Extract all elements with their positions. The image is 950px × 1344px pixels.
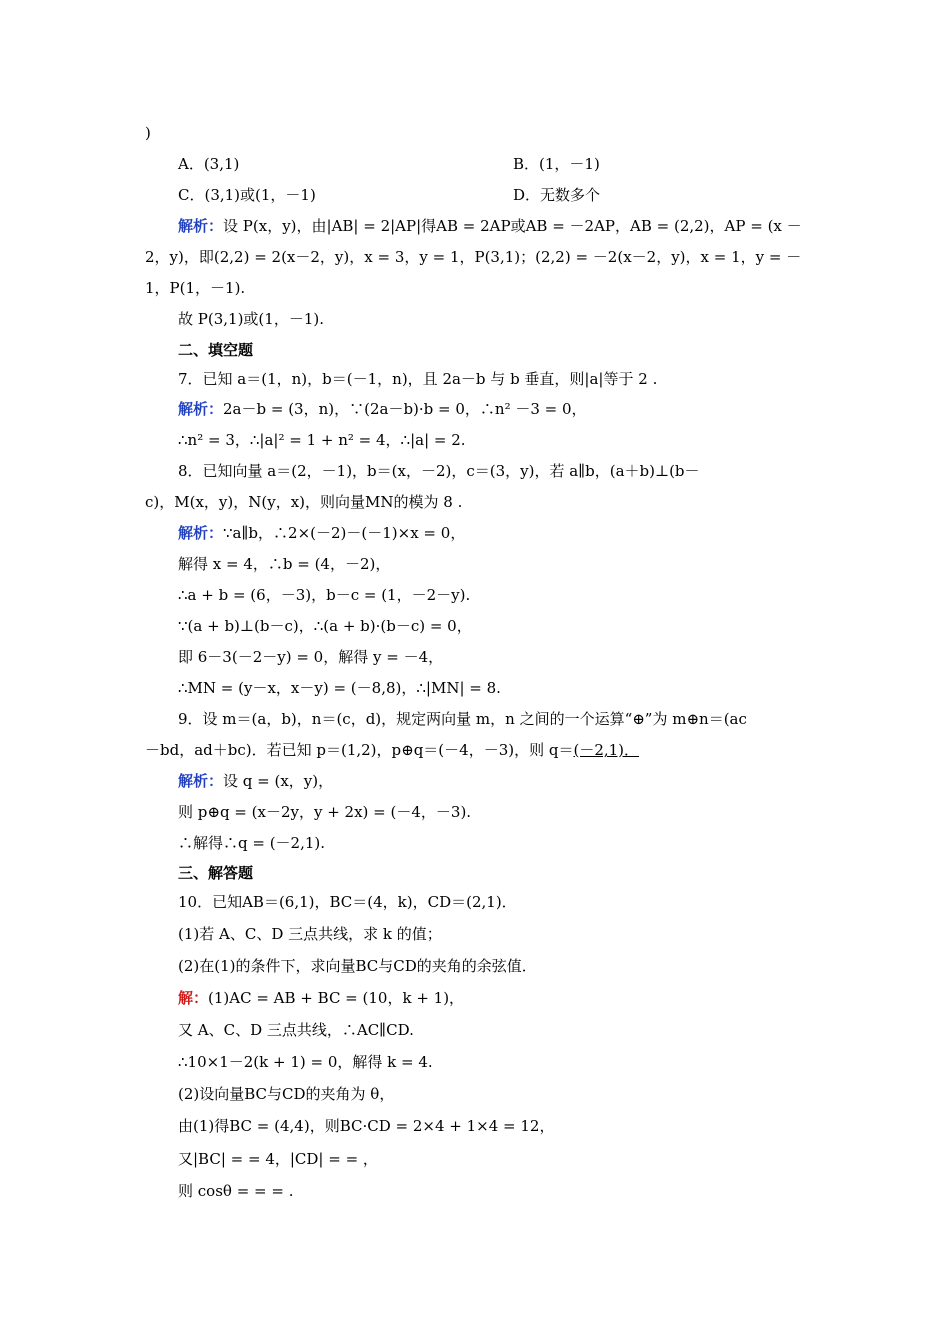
solution-8-line-3: ∴a + b = (6，－3)，b－c = (1，－2－y). (178, 586, 471, 604)
solution-text: 2a－b = (3，n)，∵(2a－b)·b = 0，∴n² －3 = 0， (223, 400, 587, 418)
question-9-line-1: 9．设 m＝(a，b)，n＝(c，d)，规定两向量 m，n 之间的一个运算“⊕”为 m⊕n＝(ac (178, 710, 747, 728)
option-b: B．(1，－1) (513, 155, 600, 173)
analysis-label: 解析： (178, 772, 224, 790)
solution-10-line-5: 由(1)得BC = (4,4)，则BC·CD = 2×4 + 1×4 = 12， (178, 1117, 555, 1135)
solution-6-line-1 (178, 216, 802, 236)
analysis-label: 解析： (178, 524, 224, 542)
option-c: C．(3,1)或(1，－1) (178, 186, 316, 204)
solution-9-line-2: 则 p⊕q = (x－2y，y + 2x) = (－4，－3). (178, 803, 472, 821)
closing-paren: ) (145, 124, 151, 142)
question-10-line-3: (2)在(1)的条件下，求向量BC与CD的夹角的余弦值． (178, 957, 537, 975)
question-9-line-2 (145, 740, 639, 760)
solution-6-line-2: 2，y)，即(2,2) = 2(x－2，y)，x = 3，y = 1，P(3,1)；(2,2) = －2(x－2，y)，x = 1，y = － (145, 248, 802, 266)
solution-8-line-6: ∴MN = (y－x，x－y) = (－8,8)，∴|MN| = 8. (178, 679, 501, 697)
solution-10-line-3: ∴10×1－2(k + 1) = 0，解得 k = 4. (178, 1053, 433, 1071)
solution-text: 设 P(x，y)，由|AB| = 2|AP|得AB = 2AP或AB = －2AP，AB = (2,2)，AP = (x － (223, 217, 802, 235)
question-10-line-1: 10．已知AB＝(6,1)，BC＝(4，k)，CD＝(2,1)． (178, 893, 517, 911)
solution-text: (1)AC = AB + BC = (10，k + 1)， (208, 989, 465, 1007)
solution-9-line-3: ∴解得∴q = (－2,1). (178, 834, 326, 852)
solution-text: ∵a∥b，∴2×(－2)－(－1)×x = 0， (223, 524, 466, 542)
solution-6-line-4: 故 P(3,1)或(1，－1). (178, 310, 324, 328)
solution-8-line-4: ∵(a + b)⊥(b－c)，∴(a + b)·(b－c) = 0， (178, 617, 472, 635)
solution-10-line-6: 又|BC| = = 4，|CD| = = ， (178, 1150, 378, 1168)
answer-blank: (－2,1)． (573, 741, 640, 759)
question-10-line-2: (1)若 A、C、D 三点共线，求 k 的值； (178, 925, 442, 943)
solution-text: 设 q = (x，y)， (223, 772, 334, 790)
solution-8-line-1 (178, 523, 465, 543)
option-a: A．(3,1) (178, 155, 240, 173)
section-heading-answer: 三、解答题 (178, 864, 254, 882)
solution-7-line-1 (178, 399, 587, 419)
option-d: D．无数多个 (513, 186, 601, 204)
solution-9-line-1 (178, 771, 333, 791)
solution-8-line-2: 解得 x = 4，∴b = (4，－2)， (178, 555, 391, 573)
question-8-line-1: 8．已知向量 a＝(2，－1)，b＝(x，－2)，c＝(3，y)，若 a∥b，(a＋b)⊥(b－ (178, 462, 700, 480)
solution-10-line-2: 又 A、C、D 三点共线，∴AC∥CD. (178, 1021, 414, 1039)
solution-10-line-1 (178, 988, 464, 1008)
analysis-label: 解析： (178, 400, 224, 418)
solution-10-line-7: 则 cosθ = = = . (178, 1182, 294, 1200)
question-7: 7．已知 a＝(1，n)，b＝(－1，n)，且 2a－b 与 b 垂直，则|a|等于 2 . (178, 370, 658, 388)
solution-8-line-5: 即 6－3(－2－y) = 0，解得 y = －4， (178, 648, 444, 666)
solution-6-line-3: 1，P(1，－1). (145, 279, 246, 297)
analysis-label: 解析： (178, 217, 224, 235)
solution-10-line-4: (2)设向量BC与CD的夹角为 θ， (178, 1085, 395, 1103)
solution-7-line-2: ∴n² = 3，∴|a|² = 1 + n² = 4，∴|a| = 2. (178, 431, 466, 449)
question-8-line-2: c)，M(x，y)，N(y，x)，则向量MN的模为 8 . (145, 493, 463, 511)
solution-label: 解： (178, 989, 209, 1007)
section-heading-fill-in: 二、填空题 (178, 341, 254, 359)
question-text: －bd，ad＋bc)．若已知 p＝(1,2)，p⊕q＝(－4，－3)，则 q＝ (145, 741, 574, 759)
